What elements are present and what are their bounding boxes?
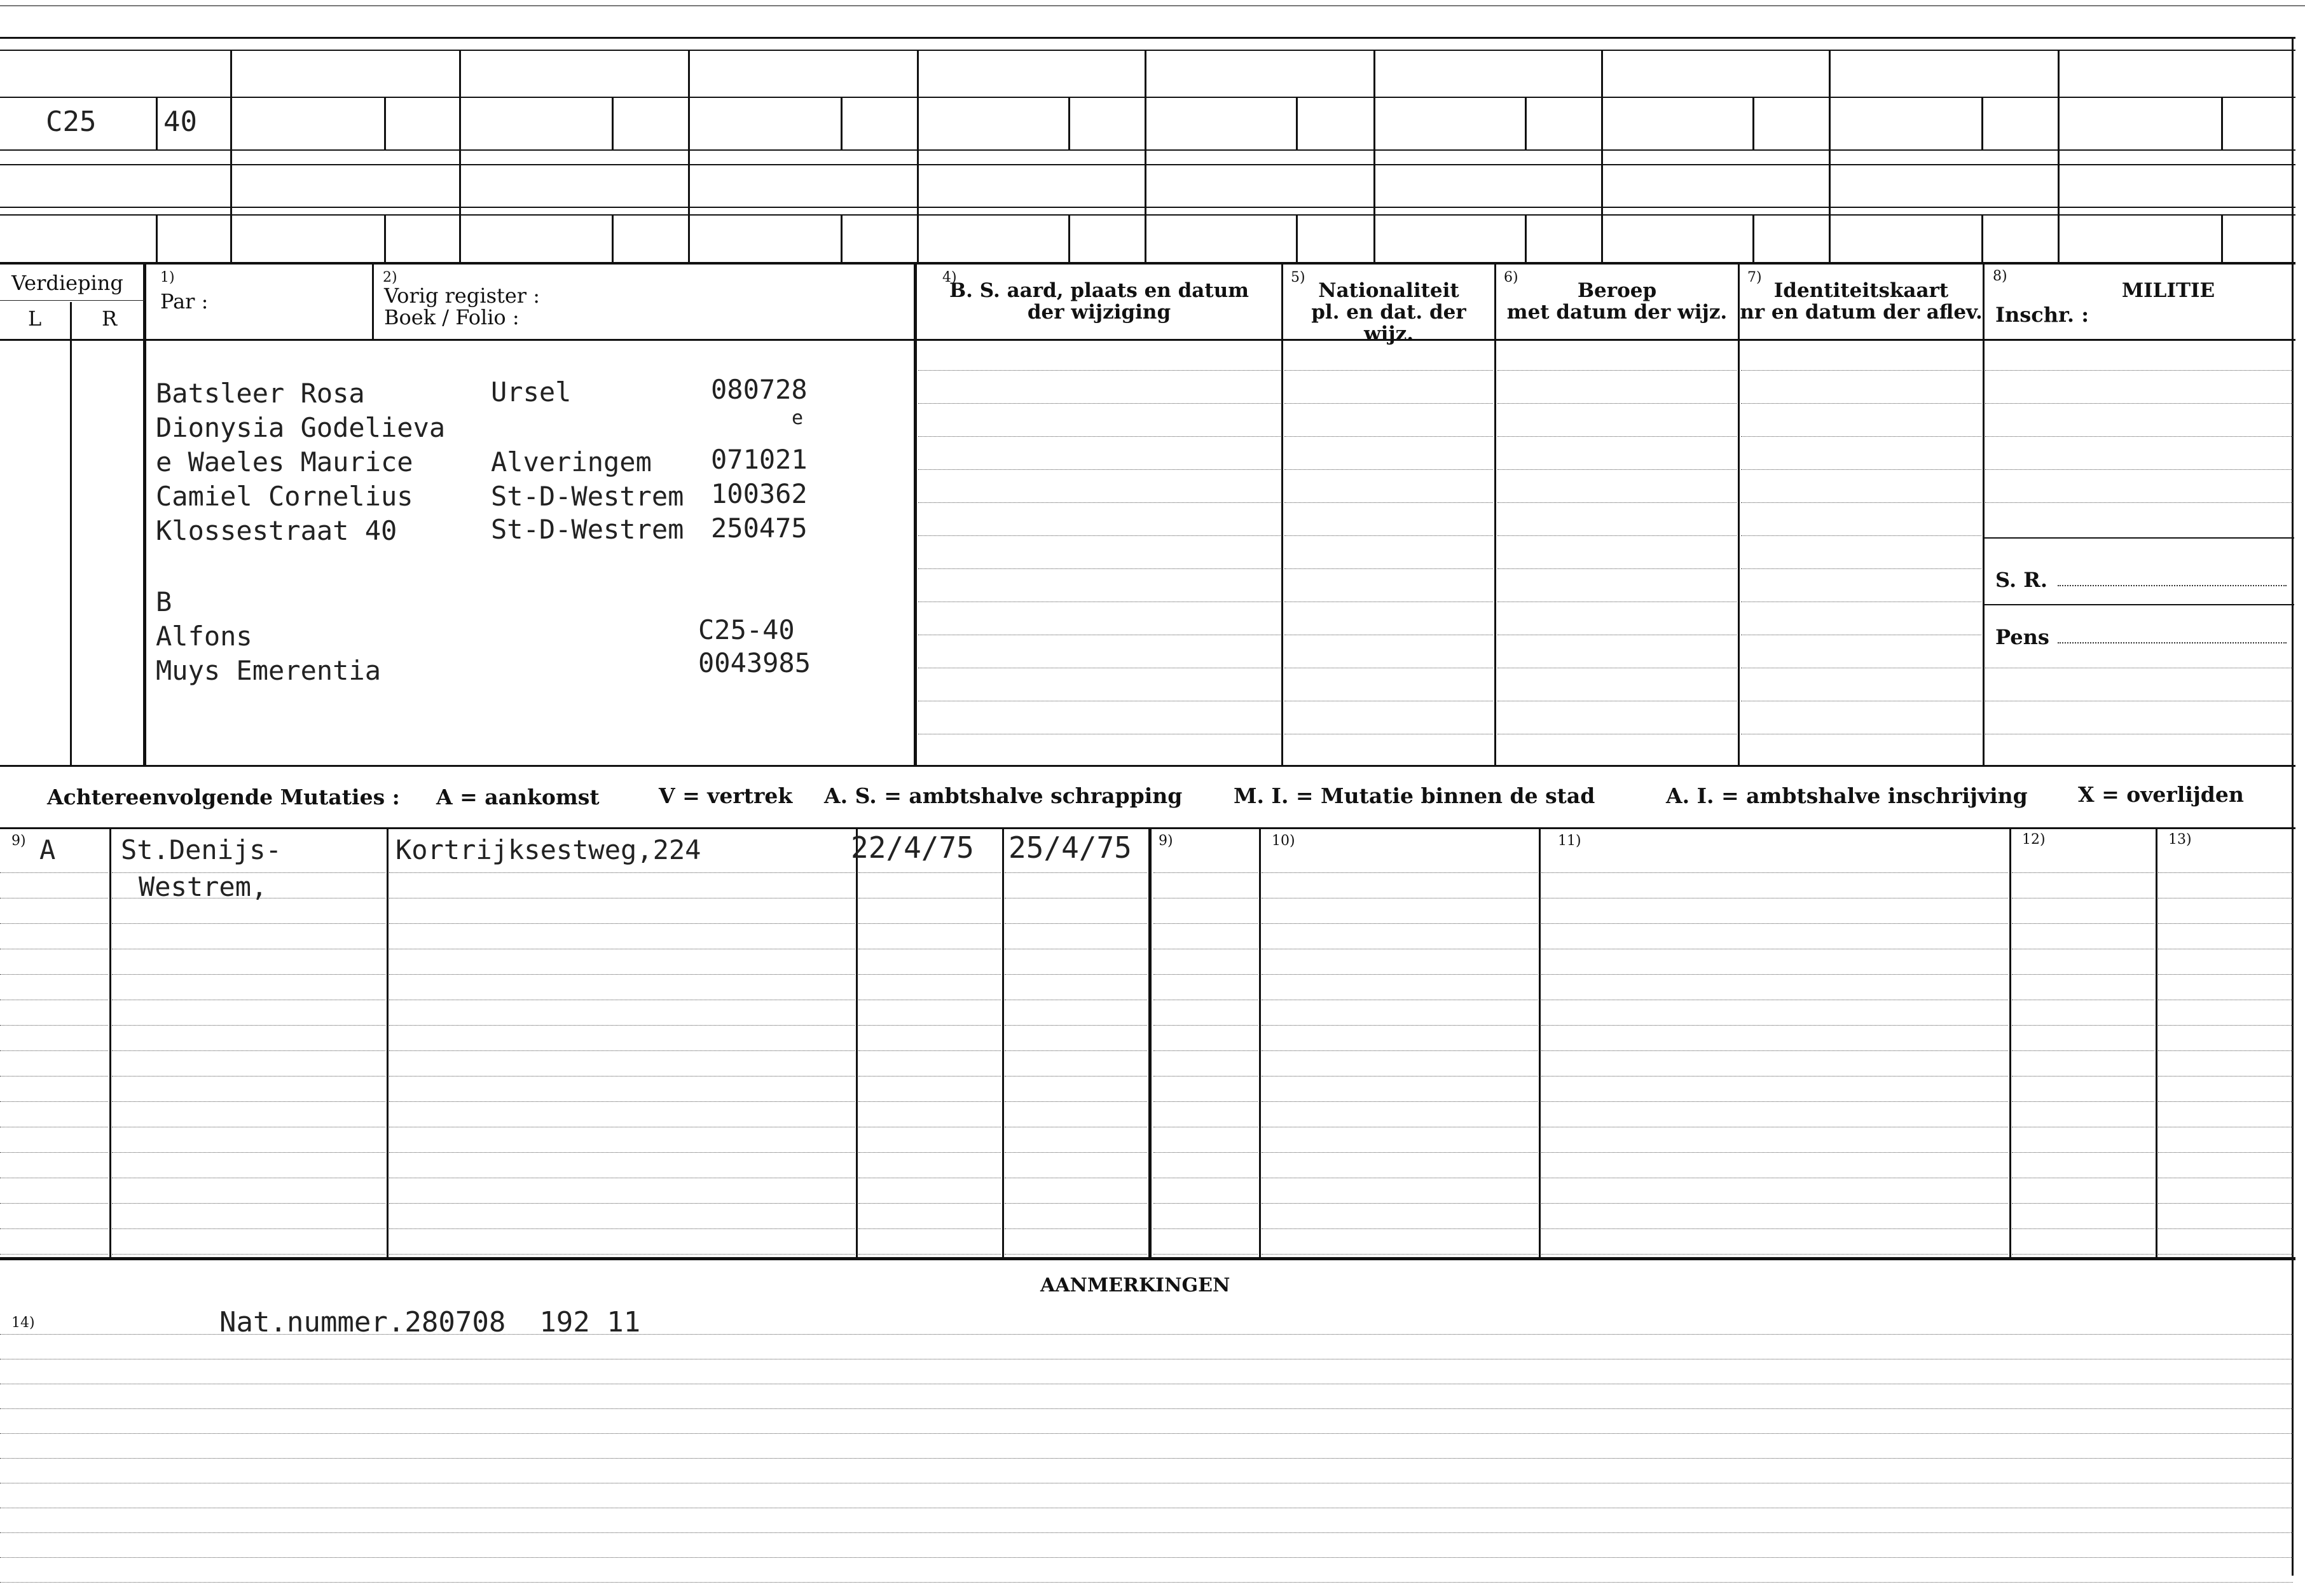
ruled-line <box>0 1254 108 1255</box>
ruled-line <box>2012 1101 2154 1102</box>
ruled-line <box>1497 535 1737 536</box>
mut-date1: 22/4/75 <box>851 830 974 865</box>
ruled-line <box>918 403 1281 404</box>
ruled-line <box>1284 370 1493 371</box>
ruled-line <box>1541 1152 2008 1153</box>
ruled-line <box>1005 1101 1147 1102</box>
hdr-verdieping-line <box>0 300 145 301</box>
ruled-line <box>2012 974 2154 975</box>
grid-sv9b <box>1981 214 1983 263</box>
ruled-line <box>1541 923 2008 924</box>
remarks-title: AANMERKINGEN <box>1040 1274 1230 1297</box>
id-header-line1: Identiteitskaart <box>1773 279 1949 302</box>
ruled-line <box>112 1025 385 1026</box>
ruled-line <box>2158 1152 2293 1153</box>
ruled-line <box>1153 1254 1258 1255</box>
mut-type: A <box>39 834 56 865</box>
ruled-line <box>1985 403 2293 404</box>
ruled-line <box>1262 1101 1538 1102</box>
bs-header-line2: der wijziging <box>1027 301 1171 324</box>
grid-h3 <box>0 149 2295 151</box>
ruled-line <box>1497 568 1737 569</box>
pens-label: Pens <box>1995 625 2049 649</box>
grid-h2 <box>0 97 2295 98</box>
person-place-1: Ursel <box>491 376 572 408</box>
legend-x: X = overlijden <box>2078 782 2244 807</box>
ruled-line <box>2012 923 2154 924</box>
ruled-line <box>1741 568 1981 569</box>
ruled-line <box>389 1101 855 1102</box>
person-name-4: Camiel Cornelius <box>156 481 413 512</box>
ruled-line <box>2158 1076 2293 1077</box>
ruled-line <box>918 568 1281 569</box>
ruled-line <box>1497 502 1737 503</box>
num-8: 8) <box>1993 268 2007 284</box>
hdr-v-LR <box>70 302 72 766</box>
ruled-line <box>112 1254 385 1255</box>
ruled-line <box>112 1152 385 1153</box>
grid-h1 <box>0 50 2295 51</box>
hdr-v-ber <box>1494 265 1496 767</box>
grid-v-i <box>2058 50 2060 263</box>
hdr-v-mil <box>1983 265 1985 767</box>
mut-place-line2: Westrem, <box>139 871 268 902</box>
ruled-line <box>1741 403 1981 404</box>
grid-sv1b <box>156 214 158 263</box>
ruled-line <box>112 1076 385 1077</box>
beroep-header-line1: Beroep <box>1577 279 1657 302</box>
ruled-line <box>1153 923 1258 924</box>
ruled-line <box>918 436 1281 437</box>
col-r-label: R <box>102 306 118 331</box>
ruled-line <box>112 1050 385 1051</box>
ruled-line <box>389 1152 855 1153</box>
ruled-line <box>112 974 385 975</box>
ruled-line <box>1541 1050 2008 1051</box>
ruled-line <box>1153 1152 1258 1153</box>
mut-num-13: 13) <box>2168 832 2192 848</box>
ruled-line <box>2012 1152 2154 1153</box>
ruled-line <box>1262 1050 1538 1051</box>
grid-sv8b <box>1752 214 1754 263</box>
ruled-line <box>1497 436 1737 437</box>
par-label: Par : <box>160 289 209 313</box>
ruled-line <box>858 1101 1001 1102</box>
ruled-line <box>2158 923 2293 924</box>
ruled-line <box>1262 872 1538 873</box>
person-b-code1: C25-40 <box>698 614 795 645</box>
ruled-line <box>858 1228 1001 1229</box>
ruled-line <box>2012 1254 2154 1255</box>
grid-sv10 <box>2221 97 2223 151</box>
ruled-line <box>1005 1050 1147 1051</box>
grid-h6 <box>0 214 2295 216</box>
hdr-v-id <box>1738 265 1740 767</box>
ruled-line <box>1541 872 2008 873</box>
ruled-line <box>1262 1228 1538 1229</box>
ruled-line <box>112 1203 385 1204</box>
person-date-2: e <box>792 407 804 429</box>
person-date-5: 250475 <box>711 513 808 544</box>
legend-mi: M. I. = Mutatie binnen de stad <box>1234 783 1595 808</box>
ruled-line <box>1284 502 1493 503</box>
ruled-line <box>1541 1076 2008 1077</box>
person-b-letter: B <box>156 586 172 617</box>
sr-label: S. R. <box>1995 568 2047 592</box>
ruled-line <box>1262 1025 1538 1026</box>
ruled-line <box>2012 1025 2154 1026</box>
ruled-line <box>1005 974 1147 975</box>
ruled-line <box>1497 403 1737 404</box>
ruled-line <box>858 1050 1001 1051</box>
ruled-line <box>1741 370 1981 371</box>
mut-v2 <box>387 827 389 1258</box>
ruled-line <box>0 923 108 924</box>
grid-number: 40 <box>163 106 197 138</box>
person-b-name1: Alfons <box>156 621 252 652</box>
ruled-line <box>2158 974 2293 975</box>
ruled-line <box>2012 1203 2154 1204</box>
ruled-line <box>918 469 1281 470</box>
ruled-line <box>1153 1101 1258 1102</box>
num-1: 1) <box>160 270 175 285</box>
ruled-line <box>1985 370 2293 371</box>
mut-v8 <box>2009 827 2011 1258</box>
ruled-line <box>389 923 855 924</box>
ruled-line <box>858 872 1001 873</box>
grid-v-d <box>917 50 919 263</box>
top-border <box>0 37 2295 39</box>
grid-sv7 <box>1525 97 1527 151</box>
ruled-line <box>1262 1203 1538 1204</box>
mut-v1 <box>109 827 111 1258</box>
person-name-2: Dionysia Godelieva <box>156 412 446 443</box>
mut-num-9b: 9) <box>1159 833 1173 849</box>
ruled-line <box>0 1076 108 1077</box>
ruled-line <box>0 1152 108 1153</box>
col-l-label: L <box>28 306 42 331</box>
person-b-name2: Muys Emerentia <box>156 655 382 686</box>
ruled-line <box>1284 535 1493 536</box>
grid-sv5 <box>1068 97 1070 151</box>
ruled-line <box>1541 1203 2008 1204</box>
grid-sv8 <box>1752 97 1754 151</box>
beroep-header-line2: met datum der wijz. <box>1506 301 1728 324</box>
legend-ai: A. I. = ambtshalve inschrijving <box>1666 783 2028 808</box>
grid-sv3b <box>612 214 614 263</box>
ruled-line <box>2158 1101 2293 1102</box>
ruled-line <box>1153 1076 1258 1077</box>
grid-sv6b <box>1296 214 1298 263</box>
top-edge-line <box>0 5 2305 6</box>
pens-dots <box>2058 642 2287 643</box>
ruled-line <box>389 974 855 975</box>
mut-date2: 25/4/75 <box>1008 830 1132 865</box>
grid-sv10b <box>2221 214 2223 263</box>
ruled-line <box>1005 1076 1147 1077</box>
ruled-line <box>0 1408 2293 1409</box>
ruled-line <box>1541 974 2008 975</box>
ruled-line <box>0 1228 108 1229</box>
ruled-line <box>112 1228 385 1229</box>
ruled-line <box>1005 1025 1147 1026</box>
header-bottom <box>0 339 2295 341</box>
ruled-line <box>1153 1025 1258 1026</box>
mut-v9 <box>2156 827 2157 1258</box>
num-7: 7) <box>1747 270 1762 285</box>
ruled-line <box>1005 872 1147 873</box>
vorig-register-label: Vorig register : <box>384 284 540 308</box>
mut-v4 <box>1002 827 1004 1258</box>
ruled-line <box>1153 1203 1258 1204</box>
grid-sv7b <box>1525 214 1527 263</box>
ruled-line <box>858 923 1001 924</box>
ruled-line <box>1153 974 1258 975</box>
grid-h7 <box>0 262 2295 265</box>
ruled-line <box>1005 1203 1147 1204</box>
ruled-line <box>0 1557 2293 1558</box>
ruled-line <box>1284 469 1493 470</box>
num-4: 4) <box>942 270 957 285</box>
hdr-v-par <box>372 265 374 339</box>
ruled-line <box>1741 436 1981 437</box>
legend-a: A = aankomst <box>436 785 600 809</box>
ruled-line <box>0 1532 2293 1533</box>
ruled-line <box>1005 1228 1147 1229</box>
ruled-line <box>1541 1025 2008 1026</box>
grid-v-c <box>688 50 690 263</box>
ruled-line <box>1284 403 1493 404</box>
ruled-line <box>2012 1050 2154 1051</box>
ruled-line <box>0 1458 2293 1459</box>
ruled-line <box>1262 1076 1538 1077</box>
ruled-line <box>112 872 385 873</box>
ruled-line <box>1262 974 1538 975</box>
person-name-5: Klossestraat 40 <box>156 515 397 546</box>
ruled-line <box>858 1076 1001 1077</box>
ruled-line <box>389 1076 855 1077</box>
grid-sv9 <box>1981 97 1983 151</box>
grid-sv4 <box>841 97 843 151</box>
ruled-line <box>1985 502 2293 503</box>
nat-header-line1: Nationaliteit <box>1318 279 1459 302</box>
ruled-line <box>389 872 855 873</box>
mut-address: Kortrijksestweg,224 <box>396 834 701 865</box>
grid-v-a <box>230 50 232 263</box>
ruled-line <box>0 1334 2293 1335</box>
grid-code: C25 <box>46 106 97 138</box>
ruled-line <box>2158 1228 2293 1229</box>
remarks-text: Nat.nummer.280708 192 11 <box>219 1306 641 1338</box>
ruled-line <box>1985 469 2293 470</box>
grid-h4 <box>0 164 2295 165</box>
mut-v3 <box>856 827 858 1258</box>
ruled-line <box>2158 872 2293 873</box>
bs-header-line1: B. S. aard, plaats en datum <box>949 279 1249 302</box>
hdr-v-bs <box>914 265 917 767</box>
ruled-line <box>918 502 1281 503</box>
ruled-line <box>1284 568 1493 569</box>
ruled-line <box>0 1025 108 1026</box>
inschr-label: Inschr. : <box>1995 303 2089 327</box>
grid-v-h <box>1829 50 1831 263</box>
verdieping-label: Verdieping <box>11 271 123 295</box>
boek-folio-label: Boek / Folio : <box>384 305 519 329</box>
grid-v-b <box>459 50 461 263</box>
ruled-line <box>1262 923 1538 924</box>
person-bottom <box>0 765 2295 767</box>
ruled-line <box>2012 1228 2154 1229</box>
grid-sv3 <box>612 97 614 151</box>
legend-as: A. S. = ambtshalve schrapping <box>824 783 1183 808</box>
ruled-line <box>1153 872 1258 873</box>
num-5: 5) <box>1291 270 1305 285</box>
id-header-line2: nr en datum der aflev. <box>1740 301 1983 324</box>
sr-dots <box>2058 585 2287 586</box>
grid-v-f <box>1373 50 1375 263</box>
mut-num-12: 12) <box>2022 832 2046 848</box>
grid-v-g <box>1601 50 1603 263</box>
ruled-line <box>1005 923 1147 924</box>
ruled-line <box>2158 1254 2293 1255</box>
grid-sv4b <box>841 214 843 263</box>
grid-sv6 <box>1296 97 1298 151</box>
ruled-line <box>1497 469 1737 470</box>
ruled-line <box>1497 370 1737 371</box>
person-place-4: St-D-Westrem <box>491 481 684 512</box>
ruled-line <box>389 1050 855 1051</box>
person-b-code2: 0043985 <box>698 647 811 678</box>
hdr-v-R <box>143 265 146 767</box>
ruled-line <box>112 1101 385 1102</box>
grid-sv1 <box>156 97 158 151</box>
ruled-line <box>1005 1152 1147 1153</box>
mutations-bottom <box>0 1257 2295 1260</box>
mutations-top <box>0 827 2295 829</box>
ruled-line <box>1541 1228 2008 1229</box>
ruled-line <box>858 974 1001 975</box>
ruled-line <box>918 370 1281 371</box>
militie-line-2 <box>1984 604 2294 605</box>
ruled-line <box>1541 1254 2008 1255</box>
ruled-line <box>858 1025 1001 1026</box>
ruled-line <box>1985 436 2293 437</box>
ruled-line <box>389 1254 855 1255</box>
militie-line-1 <box>1984 537 2294 539</box>
num-6: 6) <box>1504 270 1518 285</box>
ruled-line <box>1153 1228 1258 1229</box>
mut-v6 <box>1259 827 1261 1258</box>
mut-place-line1: St.Denijs- <box>121 834 282 865</box>
ruled-line <box>0 1203 108 1204</box>
grid-sv2b <box>384 214 386 263</box>
person-place-3: Alveringem <box>491 446 652 478</box>
grid-v-e <box>1145 50 1146 263</box>
ruled-line <box>389 1228 855 1229</box>
ruled-line <box>858 1152 1001 1153</box>
ruled-line <box>0 872 108 873</box>
ruled-line <box>2158 1050 2293 1051</box>
ruled-line <box>2012 872 2154 873</box>
legend-title: Achtereenvolgende Mutaties : <box>47 785 400 809</box>
ruled-line <box>0 974 108 975</box>
ruled-line <box>858 1254 1001 1255</box>
ruled-line <box>389 1025 855 1026</box>
mut-v5 <box>1148 827 1152 1258</box>
ruled-line <box>2158 1025 2293 1026</box>
militie-header: MILITIE <box>2121 279 2215 302</box>
ruled-line <box>0 1582 2293 1583</box>
ruled-line <box>1005 1254 1147 1255</box>
ruled-line <box>1262 1254 1538 1255</box>
person-place-5: St-D-Westrem <box>491 514 684 545</box>
grid-sv5b <box>1068 214 1070 263</box>
ruled-line <box>112 923 385 924</box>
person-date-3: 071021 <box>711 444 808 475</box>
ruled-line <box>1741 535 1981 536</box>
legend-v: V = vertrek <box>659 783 793 808</box>
ruled-line <box>389 1203 855 1204</box>
person-name-3: e Waeles Maurice <box>156 446 413 478</box>
ruled-line <box>1262 1152 1538 1153</box>
mut-v7 <box>1539 827 1541 1258</box>
ruled-line <box>2158 1203 2293 1204</box>
ruled-line <box>1741 469 1981 470</box>
person-date-4: 100362 <box>711 478 808 509</box>
ruled-line <box>0 1433 2293 1434</box>
person-name-1: Batsleer Rosa <box>156 378 365 409</box>
ruled-line <box>1741 502 1981 503</box>
nat-header-line2: pl. en dat. der wijz. <box>1311 301 1466 345</box>
remarks-num-14: 14) <box>11 1315 35 1331</box>
ruled-line <box>1153 1050 1258 1051</box>
grid-h5 <box>0 207 2295 208</box>
ruled-line <box>0 1050 108 1051</box>
ruled-line <box>1541 1101 2008 1102</box>
ruled-line <box>0 1101 108 1102</box>
num-2: 2) <box>383 270 397 285</box>
mut-num-11: 11) <box>1558 833 1581 849</box>
grid-sv2 <box>384 97 386 151</box>
mut-num-9: 9) <box>11 833 26 849</box>
ruled-line <box>858 1203 1001 1204</box>
ruled-line <box>1284 436 1493 437</box>
person-date-1: 080728 <box>711 374 808 405</box>
grid-v-end <box>2292 37 2294 1576</box>
ruled-line <box>918 535 1281 536</box>
ruled-line <box>2012 1076 2154 1077</box>
mut-num-10: 10) <box>1272 833 1295 849</box>
